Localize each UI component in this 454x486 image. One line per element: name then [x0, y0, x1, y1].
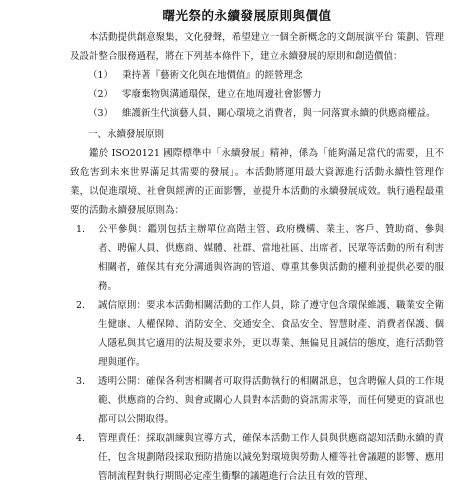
section-heading: 一、永續發展原則 — [88, 129, 165, 140]
principle-text: 零廢棄物與溝通環保，建立在地周邊社會影響力 — [122, 89, 322, 100]
list-number: 3. — [76, 376, 86, 387]
list-item — [70, 372, 444, 429]
list-text: 誠信原則：要求本活動相關活動的工作人員，除了遵守包含環保維護、職業安全衛生健康、人權保障、消防安全、交通安全、食品安全、智慧財產、消費者保護、個人隱私與其它適用的法規及要求外，更以專業、無偏見且誠信的態度，進行活動管理與運作。 — [98, 300, 444, 368]
list-text: 透明公開：確保各利害相關者可取得活動執行的相關訊息，包含聘僱人員的工作規範、供應商的合約、與會或關心人員對本活動的資訊需求等，而任何變更的資訊也都可以公開取得。 — [98, 376, 444, 425]
list-number: 4. — [76, 433, 86, 444]
list-item — [70, 429, 444, 486]
principle-item — [70, 85, 444, 104]
principle-number: （2） — [88, 89, 114, 100]
principle-number: （1） — [88, 70, 114, 81]
numbered-list — [70, 220, 444, 486]
list-number: 1. — [76, 224, 86, 235]
principle-text: 秉持著『藝術文化與在地價值』的經營理念 — [122, 70, 303, 81]
list-item — [70, 296, 444, 372]
section-paragraph: 鑑於 ISO20121 國際標準中「永續發展」精神，係為「能夠滿足當代的需要，且不致危害到未來世界滿足其需要的發展」。本活動將運用最大資源進行活動永續性管理作業，以促進環境、社會與經濟的正面影響，並提升本活動的永續發展成效。執行過程最重要的活動永續發展原則為： — [70, 148, 444, 216]
list-item — [70, 220, 444, 296]
list-number: 2. — [76, 300, 86, 311]
list-text: 公平參與：鑑別包括主辦單位高階主管、政府機構、業主、客戶、贊助商、參與者、聘僱人員、供應商、媒體、社群、當地社區、出席者、民眾等活動的所有利害相關者，確保其有充分溝通與咨詢的管道、尊重其參與活動的權利並提供必要的服務。 — [98, 224, 444, 292]
document-page — [0, 6, 454, 482]
principles-list — [70, 66, 444, 123]
list-text: 管理責任：採取訓練與宣導方式，確保本活動工作人員與供應商認知活動永續的責任，包含規劃階段採取預防措施以減免對環境與勞動人權等社會議題的影響、應用管制流程對執行期間必定產生衝擊的議題進行合法且有效的管理、 — [98, 433, 444, 482]
principle-item — [70, 104, 444, 123]
intro-paragraph: 本活動提供創意聚集，文化發聲，希望建立一個全新概念的文創展演平台 策劃、管理及設計整合服務過程，將在下列基本條件下，建立永續發展的原則和創造價值： — [70, 32, 444, 62]
principle-text: 維護新生代演藝人員、關心環境之消費者，與一同落實永續的供應商權益。 — [122, 108, 436, 119]
principle-number: （3） — [88, 108, 114, 119]
page-title: 曙光祭的永續發展原則與價值 — [162, 8, 332, 23]
principle-item — [70, 66, 444, 85]
